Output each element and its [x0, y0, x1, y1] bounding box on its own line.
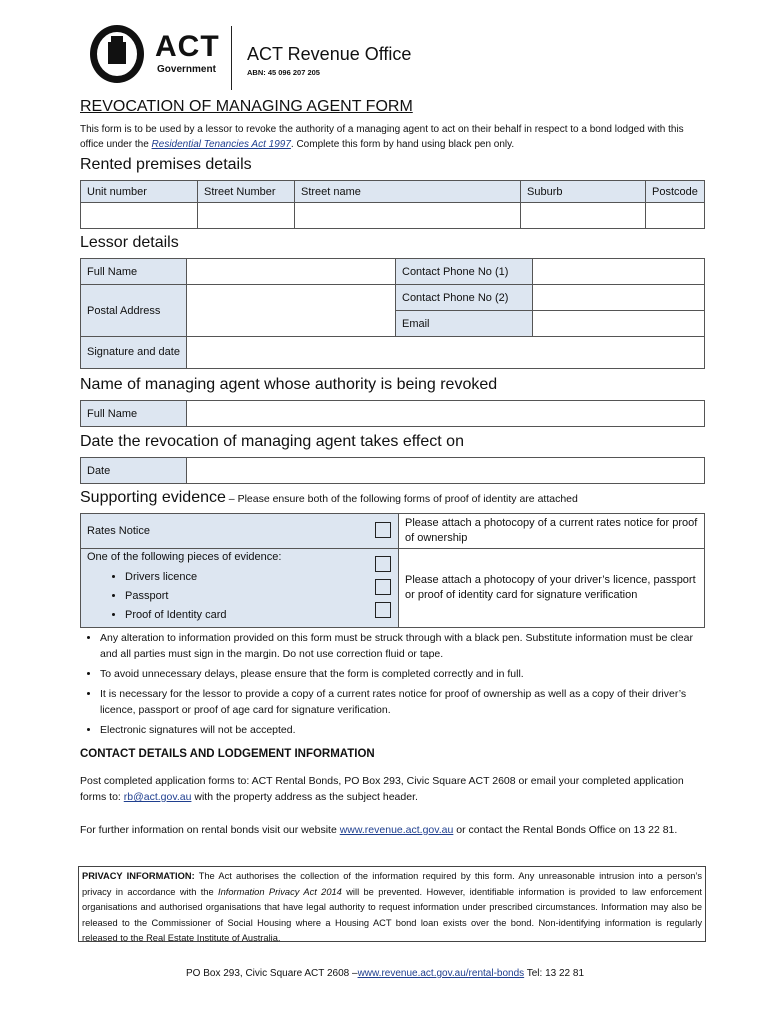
- contact-para-1: Post completed application forms to: ACT Rental Bonds, PO Box 293, Civic Square ACT 2608 or email your completed application forms to: rb@act.gov.au with the property address as the subject header.: [80, 775, 684, 803]
- lessor-full-name-input[interactable]: [187, 259, 396, 285]
- privacy-box: PRIVACY INFORMATION: The Act authorises the collection of the information required by this form. Any unreasonable intrusion into a person’s privacy in accordance with the Information Privacy Act 2014 will be prevented. However, identifiable information is provided to law enforcement organisations and authorised organisations that have legal authority to request information under prescribed circumstances. Information may also be released to the Commissioner of Social Housing where a Housing ACT bond loan exists over the bond. Non-identifying information is regularly released to the Real Estate Institute of Australia.: [78, 866, 706, 942]
- postal-label: Postal Address: [81, 285, 187, 337]
- evidence-item: • Passport: [125, 587, 362, 606]
- col-suburb: Suburb: [521, 181, 646, 203]
- phone2-label: Contact Phone No (2): [396, 285, 533, 311]
- email-label: Email: [396, 311, 533, 337]
- footer: PO Box 293, Civic Square ACT 2608 –www.revenue.act.gov.au/rental-bonds Tel: 13 22 81: [185, 968, 585, 979]
- instruction-item: • To avoid unnecessary delays, please ensure that the form is completed correctly and in full.: [100, 666, 710, 682]
- instruction-item: • Electronic signatures will not be accepted.: [100, 722, 710, 738]
- phone1-input[interactable]: [533, 259, 705, 285]
- footer-link[interactable]: www.revenue.act.gov.au/rental-bonds: [357, 968, 525, 979]
- evidence-heading: Supporting evidence – Please ensure both of the following forms of proof of identity are attached: [80, 489, 578, 506]
- lessor-full-name-label: Full Name: [81, 259, 187, 285]
- rates-checkbox[interactable]: [375, 522, 391, 538]
- postcode-input[interactable]: [646, 203, 705, 229]
- proof-of-identity-checkbox[interactable]: [375, 602, 391, 618]
- header-divider: [231, 26, 232, 90]
- contact-heading: CONTACT DETAILS AND LODGEMENT INFORMATION: [80, 748, 375, 760]
- abn: ABN: 45 096 207 205: [247, 68, 320, 77]
- logo-sub: Government: [157, 64, 216, 75]
- rented-table: [80, 180, 705, 229]
- rented-heading: Rented premises details: [80, 156, 252, 173]
- form-title: REVOCATION OF MANAGING AGENT FORM: [80, 98, 413, 115]
- contact-para-2: For further information on rental bonds visit our website www.revenue.act.gov.au or contact the Rental Bonds Office on 13 22 81.: [80, 824, 678, 836]
- street-number-input[interactable]: [198, 203, 295, 229]
- col-unit: Unit number: [81, 181, 198, 203]
- intro-text: This form is to be used by a lessor to revoke the authority of a managing agent to act on their behalf in respect to a bond lodged with this office under the Residential Tenancies Act 1997. Complete this form by hand using black pen only.: [80, 124, 684, 150]
- col-postcode: Postcode: [646, 181, 705, 203]
- passport-checkbox[interactable]: [375, 579, 391, 595]
- email-link[interactable]: rb@act.gov.au: [123, 791, 192, 803]
- date-table: [80, 457, 705, 484]
- evidence-item: • Proof of Identity card: [125, 606, 362, 625]
- act-government-logo: [87, 24, 227, 84]
- logo-text: ACT: [155, 30, 220, 63]
- signature-label: Signature and date: [81, 337, 187, 369]
- col-street-number: Street Number: [198, 181, 295, 203]
- agent-full-name-input[interactable]: [187, 401, 705, 427]
- date-label: Date: [81, 458, 187, 484]
- id-note: Please attach a photocopy of your driver’s licence, passport or proof of identity card for signature verification: [399, 549, 705, 628]
- website-link[interactable]: www.revenue.act.gov.au: [339, 824, 454, 836]
- date-heading: Date the revocation of managing agent takes effect on: [80, 433, 464, 450]
- drivers-licence-checkbox[interactable]: [375, 556, 391, 572]
- agent-table: [80, 400, 705, 427]
- street-name-input[interactable]: [295, 203, 521, 229]
- instruction-item: • Any alteration to information provided on this form must be struck through with a black pen. Substitute information must be clear and all parties must sign in the margin. Do not use correction fluid or tape.: [100, 630, 710, 662]
- suburb-input[interactable]: [521, 203, 646, 229]
- lessor-table: [80, 258, 705, 369]
- rates-note: Please attach a photocopy of a current rates notice for proof of ownership: [399, 514, 705, 549]
- agent-heading: Name of managing agent whose authority is being revoked: [80, 376, 498, 393]
- instructions-list: [80, 630, 710, 742]
- email-input[interactable]: [533, 311, 705, 337]
- instruction-item: • It is necessary for the lessor to provide a copy of a current rates notice for proof of ownership as well as a copy of their driver’s licence, passport or proof of age card for signature verification.: [100, 686, 710, 718]
- one-of-label: One of the following pieces of evidence:: [87, 551, 282, 563]
- phone2-input[interactable]: [533, 285, 705, 311]
- rates-label: Rates Notice: [81, 514, 369, 549]
- lessor-heading: Lessor details: [80, 234, 179, 251]
- signature-input[interactable]: [187, 337, 705, 369]
- phone1-label: Contact Phone No (1): [396, 259, 533, 285]
- unit-input[interactable]: [81, 203, 198, 229]
- agent-full-name-label: Full Name: [81, 401, 187, 427]
- evidence-note: – Please ensure both of the following forms of proof of identity are attached: [225, 493, 578, 505]
- postal-input[interactable]: [187, 285, 396, 337]
- date-input[interactable]: [187, 458, 705, 484]
- office-title: ACT Revenue Office: [247, 44, 412, 64]
- evidence-item: • Drivers licence: [125, 568, 362, 587]
- evidence-table: [80, 513, 705, 628]
- act-link[interactable]: Residential Tenancies Act 1997: [151, 139, 291, 150]
- col-street-name: Street name: [295, 181, 521, 203]
